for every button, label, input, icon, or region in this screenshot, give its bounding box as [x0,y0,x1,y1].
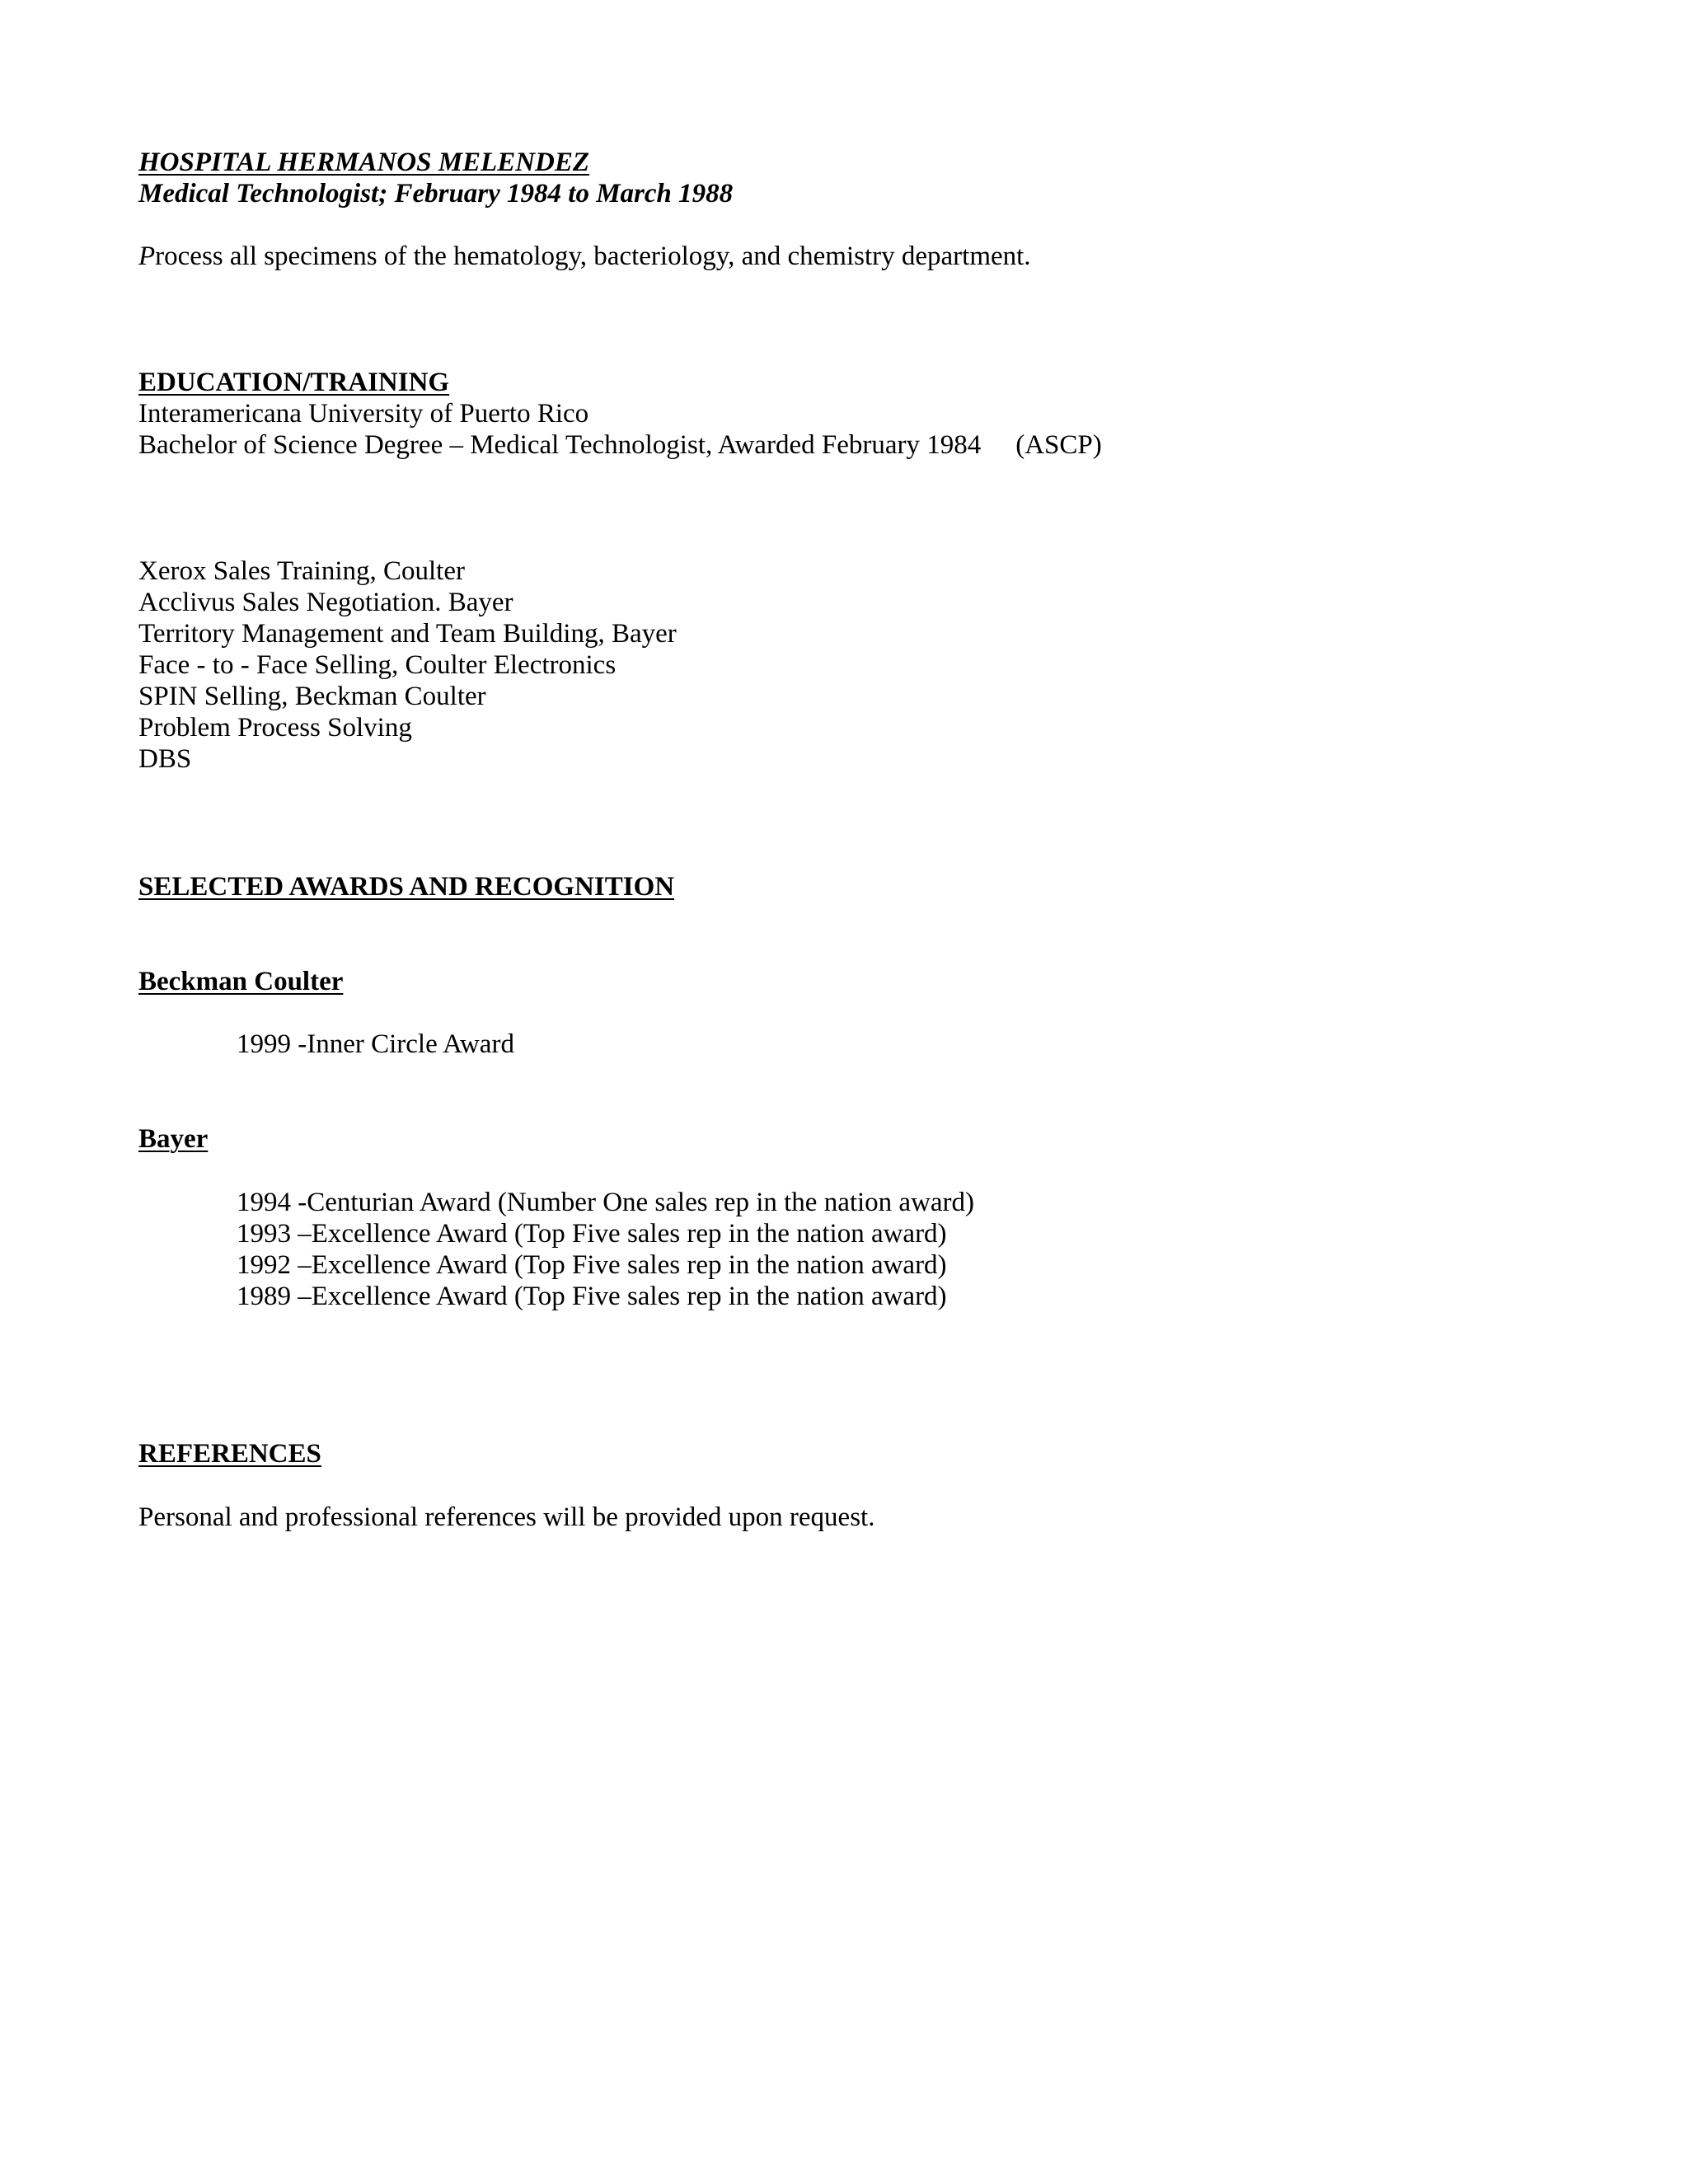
references-heading: REFERENCES [138,1439,321,1469]
training-item: DBS [138,744,192,774]
awards-heading: SELECTED AWARDS AND RECOGNITION [138,872,675,902]
job-description-text: rocess all specimens of the hematology, bacteriology, and chemistry department. [155,241,1031,271]
training-item: Acclivus Sales Negotiation. Bayer [138,588,513,617]
education-heading: EDUCATION/TRAINING [138,368,450,397]
employer-name: HOSPITAL HERMANOS MELENDEZ [138,148,590,177]
award-item: 1989 –Excellence Award (Top Five sales rep in the nation award) [237,1282,947,1311]
training-item: Territory Management and Team Building, Bayer [138,619,677,649]
award-item: 1992 –Excellence Award (Top Five sales rep in the nation award) [237,1250,947,1280]
award-item: 1994 -Centurian Award (Number One sales rep in the nation award) [237,1188,975,1217]
award-item: 1993 –Excellence Award (Top Five sales rep in the nation award) [237,1219,947,1249]
education-university: Interamericana University of Puerto Rico [138,399,589,429]
education-certification: (ASCP) [1015,430,1102,460]
award-item: 1999 -Inner Circle Award [237,1029,514,1059]
training-item: Xerox Sales Training, Coulter [138,556,465,586]
training-item: Problem Process Solving [138,713,412,743]
training-item: Face - to - Face Selling, Coulter Electronics [138,650,617,680]
award-group-company: Bayer [138,1124,209,1154]
job-description-initial: P [138,241,156,271]
award-group-company: Beckman Coulter [138,967,344,996]
education-degree [138,429,1102,461]
job-description [138,241,1031,272]
position-dates: Medical Technologist; February 1984 to March 1988 [138,179,734,209]
education-degree-text: Bachelor of Science Degree – Medical Technologist, Awarded February 1984 [138,430,982,460]
training-item: SPIN Selling, Beckman Coulter [138,682,486,711]
references-text: Personal and professional references will be provided upon request. [138,1502,875,1532]
